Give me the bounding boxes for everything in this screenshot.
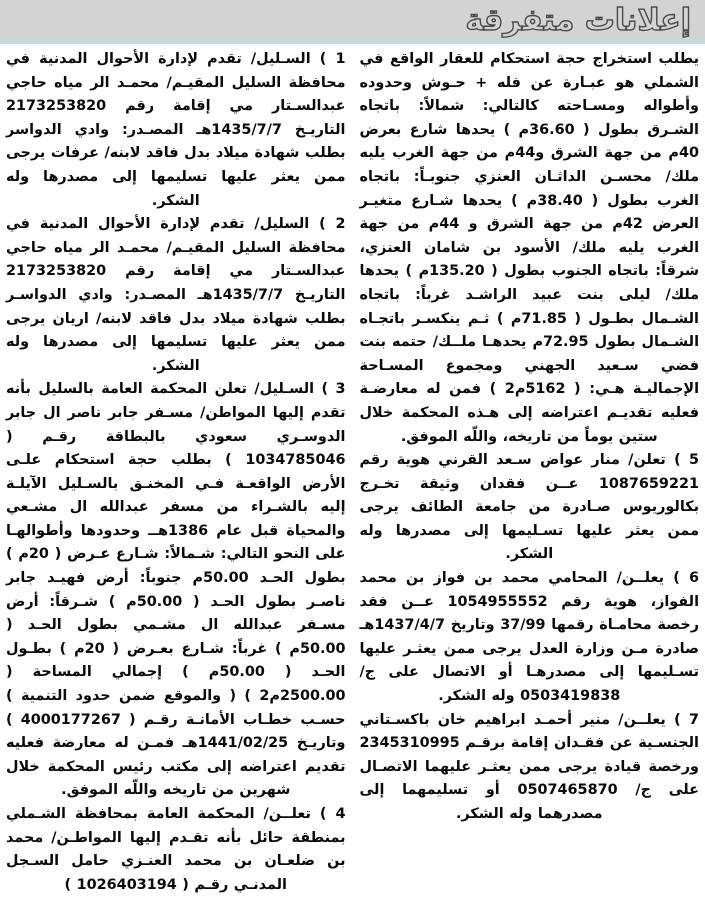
ad-item-7: 7 ) يعلــن/ منير أحمـد ابراهيم خان باكسـتاني الجنسـية عن فقـدان إقامة برقـم 2345310995 ورخصة قيادة يرجى ممن يعثـر عليهما الاتصـال على ج/ 0507465870 أو تسليمهما إلى مصدرهما وله الشكر.	[359, 711, 699, 822]
ad-item-2: 2 ) السليل/ تقدم لإدارة الأحوال المدنية في محافظة السليل المقيـم/ محمـد الر مياه حاجي عبدالسـتار مي إقامة رقم 2173253820 التاريـخ 1435/7/7هـ المصـدر: وادي الدواسـر بطلب شهادة ميلاد بدل فاقد لابنه/ اريان يرجى ممن يعثر عليها تسليمها إلى مصدرها وله الشكر.	[6, 216, 346, 374]
ad-item-6: 6 ) يعلــن/ المحامي محمد بن فواز بن محمد الفواز، هوية رقم 1054955552 عــن فقد رخصة محامـاة رقمها 37/99 وتاريخ 1437/4/7هـ صادرة مـن وزارة العدل يرجى ممن يعثـر عليها تسـليمها إلى مصدرهـا أو الاتصال على ج/ 0503419838 وله الشكر.	[359, 570, 699, 705]
ad-item-3: 3 ) السـليل/ تعلن المحكمة العامة بالسليل بأنه تقدم إليها المواطن/ مسـفر جابر ناصر ال جابر الدوسـري سعودي بالبطاقة رقـم ( 1034785046 ) بطلب حجة استحكام علـى الأرض الواقعـة فـي المخنـق بالسـليل الآيلـة إليه بالشـراء من مسفر عبدالله ال مشـعي والمحياة قبل عام 1386هــ وحدودها وأطوالهـا على النحو التالي: شـمالاً: شـارع عـرض ( 20م ) بطول الحـد 50.00م جنوباً: أرض فهيـد جابر ناصـر بطول الحـد ( 50.00م ) شـرقاً: أرض مسـفر عبدالله ال مشـمي بطول الحـد ( 50.00م ) غرباً: شـارع بعـرض ( 20م ) بطـول الحـد ( 50.00م ) إجمالي المساحة ( 2500.00م2 ) ( والموقع ضمن حدود التنمية ) حسـب خطـاب الأمانـة رقـم ( 4000177267 ) وتاريـخ 1441/02/25هـ فمـن له معارضة فعليه تقديم اعتراضه إلى مكتب رئيس المحكمة خلال شهرين من تاريخه واللّه الموفق.	[6, 381, 346, 799]
ad-item-4-continued: يطلب استخراج حجة استحكام للعقار الواقع في الشملي هو عبـارة عن فله + حـوش وحدوده وأطواله ومسـاحته كالتالي: شمالاً: باتجاه الشـرق بطول ( 36.60م ) يحدها شارع بعرض 40م من جهة الشرق و44م من جهة الغرب يليه ملك/ محسـن الداثـان العنزي جنوبـاً: باتجاه الغرب بطول ( 38.40م ) يحدها شـارع متغيـر العرض 42م من جهة الشرق و 44م من جهة الغرب يليه ملك/ الأسود بن شامان العنزي، شرقاً: باتجاه الجنوب بطول ( 135.20م ) يحدها ملك/ ليلى بنت عبيد الراشـد غرباً: باتجاه الشـمال بطـول ( 71.85م ) ثـم ينكسـر باتجـاه الشـمال بطول 72.95م يحدهـا ملــك/ حتمه بنت فضي سـعيد الجهني ومجموع المسـاحة الإجماليـة هـي: ( 5162م2 ) فمن له معارضـة فعليه تقديـم اعتراضه إلى هـذه المحكمة خلال ستين يوماً من تاريخه، واللّه الموفق.	[359, 51, 699, 445]
ad-item-4-header: 4 ) تعلــن/ المحكمة العامة بمحافظة الشـملي بمنطقة حائل بأنه تقـدم إليها المواطـن/ محمد بن ضلعـان بن محمد العنـزي حامل السـجل المدنـي رقـم ( 1026403194 )	[6, 806, 346, 893]
column-right	[6, 48, 346, 893]
ads-columns	[0, 48, 705, 893]
ad-item-5: 5 ) تعلن/ منار عواض سـعد القرني هوية رقم 1087659221 عــن فقدان وثيقة تخـرج بكالوريوس صـادرة من جامعة الطائف يرجى ممن يعثر عليها تسـليمها إلى مصدرها وله الشكر.	[359, 452, 699, 563]
column-left	[359, 48, 700, 822]
ad-item-1: 1 ) السـليل/ تقدم لإدارة الأحوال المدنية في محافظة السليل المقيـم/ محمـد الر مياه حاجي عبدالسـتار مي إقامة رقم 2173253820 التاريـخ 1435/7/7هـ المصـدر: وادي الدواسر بطلب شهادة ميلاد بدل فاقد لابنه/ عرفات يرجى ممن يعثر عليها تسليمها إلى مصدرها وله الشكر.	[6, 51, 346, 209]
page-title: إعلانات متفرقة	[465, 3, 691, 38]
header-underline	[0, 41, 705, 44]
